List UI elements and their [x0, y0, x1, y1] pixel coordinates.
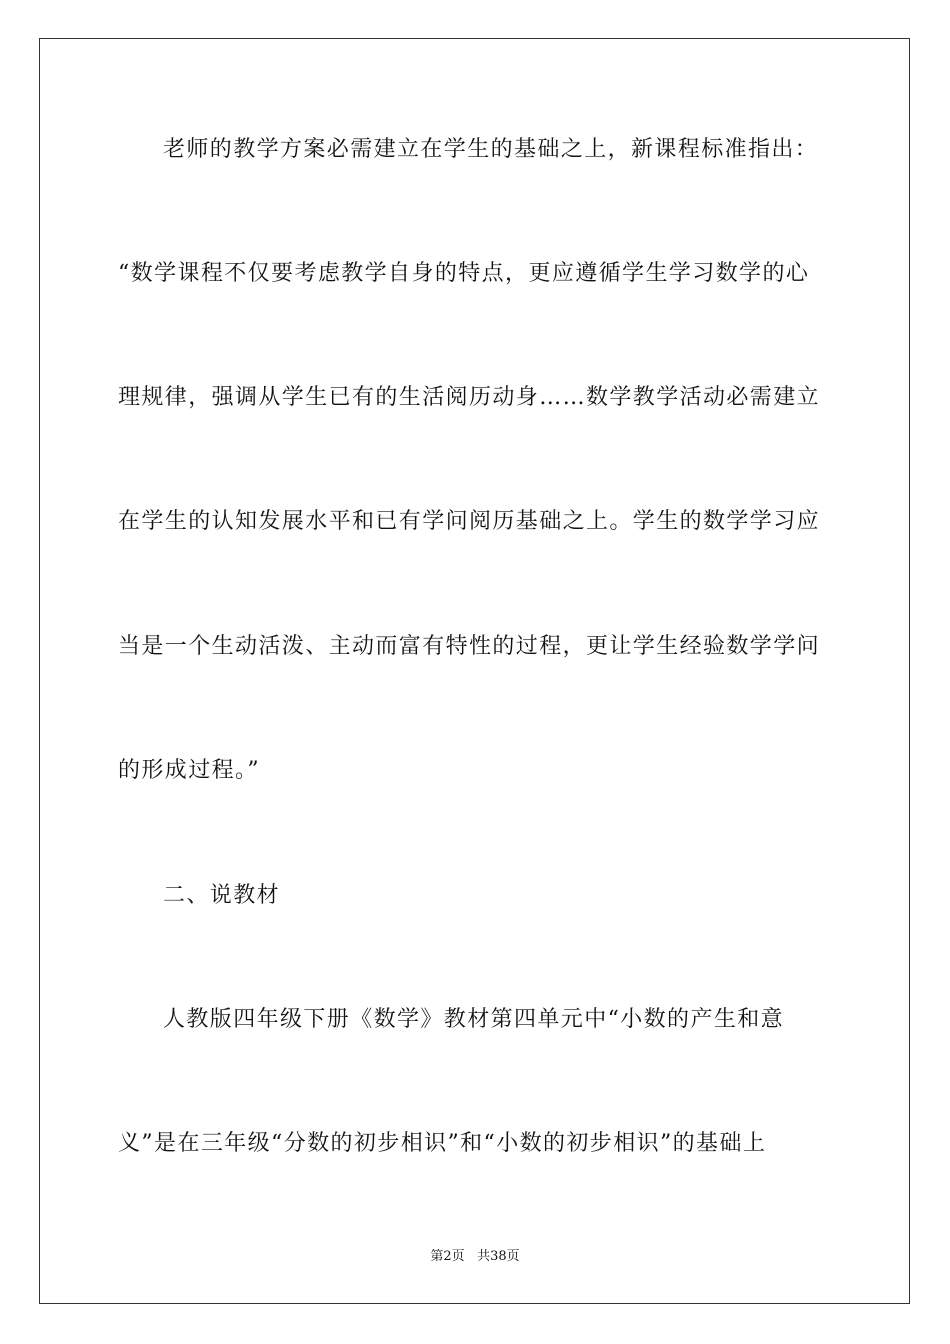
page-number: 第2页 [430, 1249, 465, 1264]
total-pages: 共38页 [477, 1249, 520, 1264]
paragraph-line-7: 人教版四年级下册《数学》教材第四单元中“小数的产生和意 [163, 1007, 785, 1032]
section-heading: 二、说教材 [163, 883, 281, 908]
paragraph-line-3: 理规律，强调从学生已有的生活阅历动身……数学教学活动必需建立 [118, 385, 821, 410]
paragraph-line-4: 在学生的认知发展水平和已有学问阅历基础之上。学生的数学学习应 [118, 509, 821, 534]
paragraph-line-2: “数学课程不仅要考虑教学自身的特点，更应遵循学生学习数学的心 [118, 261, 810, 286]
page-frame [39, 38, 910, 1304]
paragraph-line-8: 义”是在三年级“分数的初步相识”和“小数的初步相识”的基础上 [118, 1131, 767, 1156]
paragraph-line-1: 老师的教学方案必需建立在学生的基础之上，新课程标准指出： [163, 137, 819, 162]
paragraph-line-6: 的形成过程。” [118, 758, 261, 783]
paragraph-line-5: 当是一个生动活泼、主动而富有特性的过程，更让学生经验数学学问 [118, 634, 821, 659]
page-footer [0, 1248, 950, 1266]
